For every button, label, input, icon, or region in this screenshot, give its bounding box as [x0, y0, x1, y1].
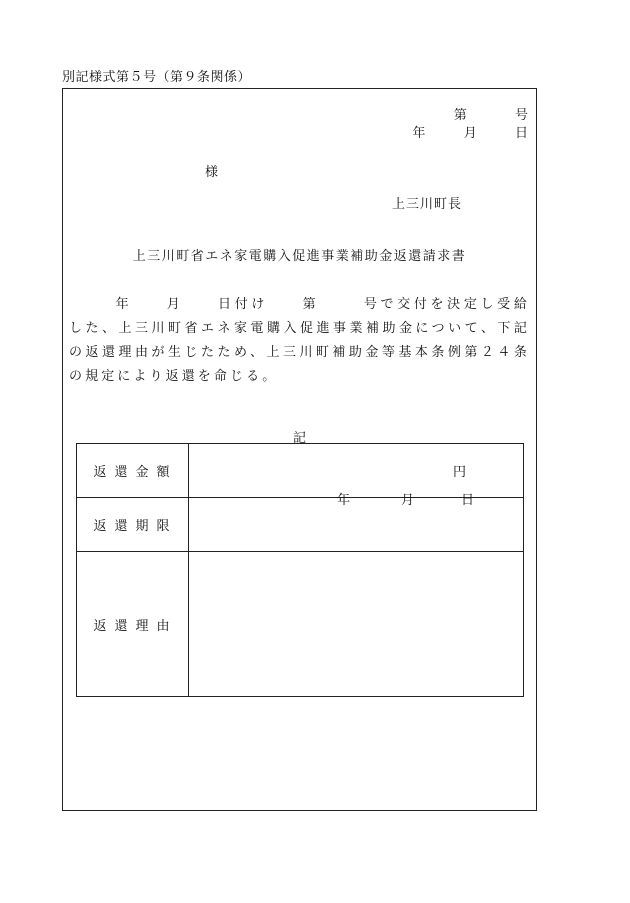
table-row	[77, 444, 524, 498]
table-row	[77, 498, 524, 552]
deadline-label: 返還期限	[77, 498, 189, 552]
ki-heading: 記	[292, 431, 306, 446]
deadline-day: 日	[461, 493, 475, 508]
document-number-block	[412, 107, 528, 143]
document-frame	[62, 88, 537, 811]
amount-label: 返還金額	[77, 444, 189, 498]
form-label: 別記様式第５号（第９条関係）	[62, 70, 252, 85]
table-row	[77, 552, 524, 697]
deadline-month: 月	[401, 493, 415, 508]
body-month: 月	[166, 297, 184, 312]
reason-label: 返還理由	[77, 552, 189, 697]
body-year: 年	[115, 297, 133, 312]
deadline-year: 年	[337, 493, 351, 508]
doc-number-dai: 第	[453, 108, 467, 123]
repayment-detail-table	[76, 443, 524, 697]
body-rest: 号で交付を決定し受給した、上三川町省エネ家電購入促進事業補助金について、下記の返還理由が生じたため、上三川町補助金等基本条例第２４条の規定により返還を命じる。	[69, 297, 530, 384]
body-day-tsuke: 日付け	[217, 297, 269, 312]
doc-date-day: 日	[514, 126, 528, 141]
doc-date-year: 年	[412, 126, 426, 141]
reason-cell	[189, 552, 524, 697]
amount-unit: 円	[452, 465, 466, 480]
issuer-name: 上三川町長	[391, 197, 462, 212]
addressee-suffix: 様	[205, 165, 219, 180]
doc-number-go: 号	[514, 108, 528, 123]
body-paragraph	[69, 293, 530, 389]
doc-date-month: 月	[463, 126, 477, 141]
document-title: 上三川町省エネ家電購入促進事業補助金返還請求書	[132, 249, 467, 264]
body-dai: 第	[302, 297, 320, 312]
deadline-cell	[189, 493, 524, 552]
